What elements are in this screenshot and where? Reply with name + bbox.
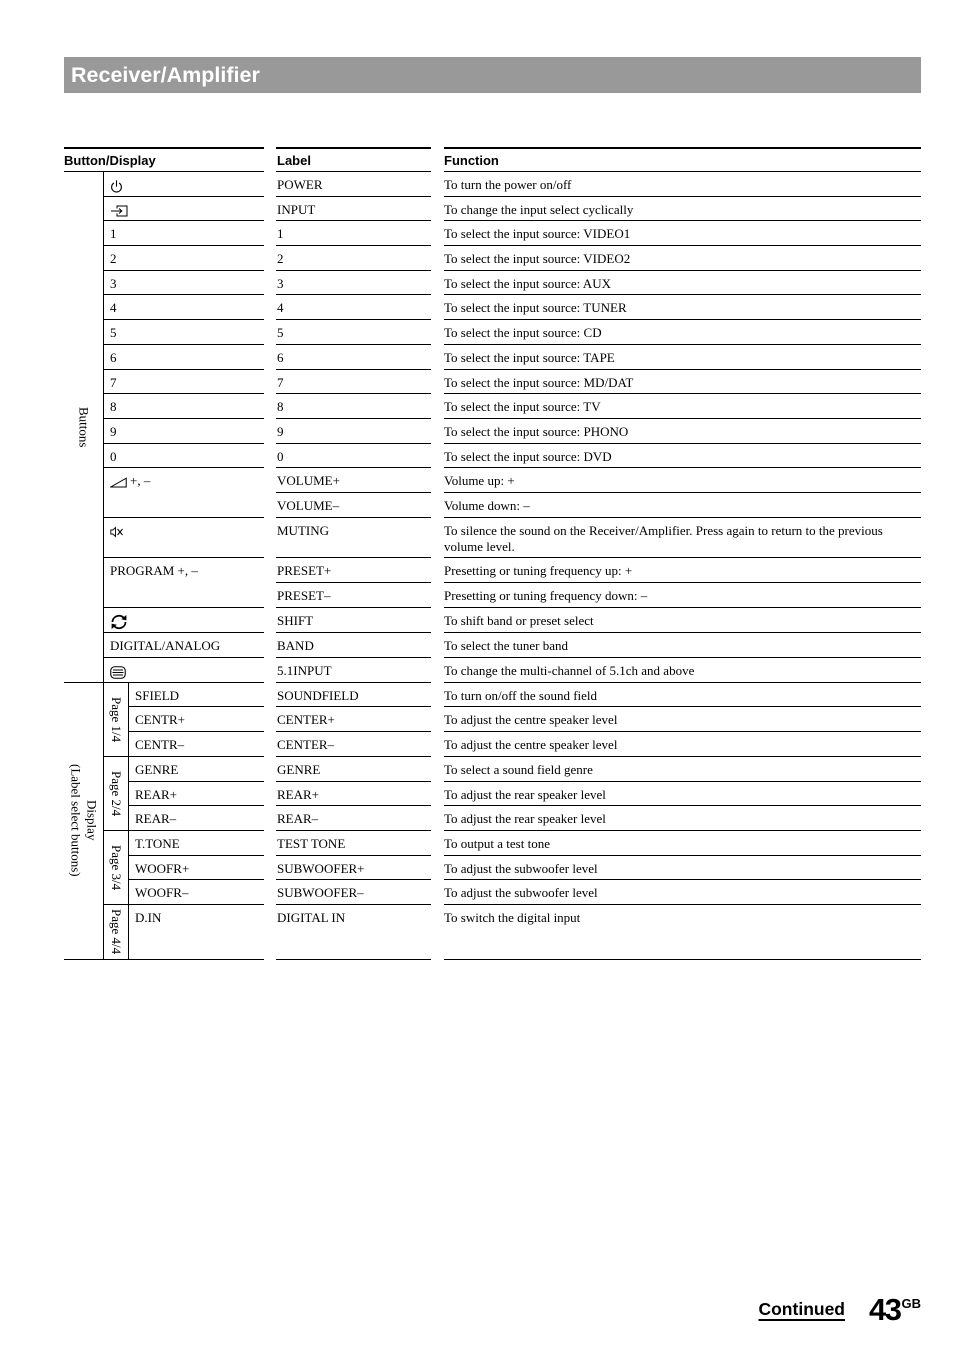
label-cell: 2 (276, 246, 431, 271)
continued-label: Continued (758, 1299, 845, 1319)
page-label-text: Page 3/4 (109, 844, 124, 890)
label-cell: VOLUME+ (276, 468, 431, 493)
button-cell (103, 221, 264, 246)
function-cell: To select the input source: TAPE (444, 345, 921, 370)
label-cell: SUBWOOFER+ (276, 856, 431, 881)
function-cell: To select the input source: TUNER (444, 295, 921, 320)
button-text: 9 (110, 423, 117, 439)
display-text-cell: D.IN (128, 905, 264, 960)
title-bar (64, 57, 921, 93)
power-icon (110, 180, 123, 193)
display-text-cell: REAR+ (128, 782, 264, 807)
label-cell: 5.1INPUT (276, 658, 431, 683)
column-header-button-display: Button/Display (64, 147, 264, 172)
function-cell: To select the input source: AUX (444, 271, 921, 296)
button-text: 3 (110, 275, 117, 291)
group-label-display (64, 683, 103, 960)
function-cell: To adjust the subwoofer level (444, 856, 921, 881)
input-select-icon (110, 205, 128, 217)
function-cell: To turn the power on/off (444, 172, 921, 197)
button-cell (103, 271, 264, 296)
function-cell: To turn on/off the sound field (444, 683, 921, 708)
label-cell: 5 (276, 320, 431, 345)
button-cell (103, 658, 264, 683)
function-cell: To select the input source: TV (444, 394, 921, 419)
button-cell (103, 320, 264, 345)
muting-icon (110, 526, 124, 538)
label-cell: SUBWOOFER– (276, 880, 431, 905)
display-text-cell: GENRE (128, 757, 264, 782)
button-text: PROGRAM +, – (110, 563, 198, 579)
display-text-cell: SFIELD (128, 683, 264, 708)
display-text-cell: WOOFR+ (128, 856, 264, 881)
function-cell: Volume up: + (444, 468, 921, 493)
display-text-cell: CENTR– (128, 732, 264, 757)
function-cell: Presetting or tuning frequency up: + (444, 558, 921, 583)
function-cell: To adjust the rear speaker level (444, 806, 921, 831)
function-cell: To select a sound field genre (444, 757, 921, 782)
page-label-text: Page 2/4 (109, 770, 124, 816)
label-cell: 8 (276, 394, 431, 419)
label-cell: 7 (276, 370, 431, 395)
button-cell (103, 197, 264, 222)
button-text: 0 (110, 448, 117, 464)
function-cell: To silence the sound on the Receiver/Amplifier. Press again to return to the previous volume level. (444, 518, 921, 559)
button-text: 7 (110, 374, 117, 390)
volume-icon (110, 477, 127, 488)
display-text-cell: WOOFR– (128, 880, 264, 905)
function-cell: To output a test tone (444, 831, 921, 856)
button-text: +, – (130, 473, 151, 489)
button-cell (103, 246, 264, 271)
button-text: 5 (110, 325, 117, 341)
page-label-text: Page 1/4 (109, 696, 124, 742)
label-cell: 1 (276, 221, 431, 246)
page-label (103, 905, 128, 960)
button-text: 1 (110, 226, 117, 242)
button-text: 6 (110, 349, 117, 365)
button-cell (103, 558, 264, 607)
label-cell: PRESET– (276, 583, 431, 608)
button-cell (103, 394, 264, 419)
label-cell: DIGITAL IN (276, 905, 431, 960)
label-cell: POWER (276, 172, 431, 197)
label-cell: CENTER+ (276, 707, 431, 732)
function-cell: To adjust the centre speaker level (444, 707, 921, 732)
label-cell: CENTER– (276, 732, 431, 757)
group-label-display-note: (Label select buttons) (68, 764, 84, 878)
button-text: DIGITAL/ANALOG (110, 638, 221, 654)
label-cell: PRESET+ (276, 558, 431, 583)
button-cell (103, 518, 264, 559)
function-cell: To select the input source: MD/DAT (444, 370, 921, 395)
function-cell: To adjust the rear speaker level (444, 782, 921, 807)
column-header-function: Function (444, 147, 921, 172)
label-cell: TEST TONE (276, 831, 431, 856)
function-cell: To select the input source: DVD (444, 444, 921, 469)
button-cell (103, 370, 264, 395)
function-cell: Volume down: – (444, 493, 921, 518)
function-cell: To adjust the subwoofer level (444, 880, 921, 905)
page-number-suffix: GB (901, 1296, 921, 1311)
page-label-text: Page 4/4 (109, 909, 124, 955)
page-label (103, 683, 128, 757)
function-cell: To select the input source: CD (444, 320, 921, 345)
group-label-display-title: Display (84, 800, 100, 841)
label-cell: GENRE (276, 757, 431, 782)
function-table (64, 147, 921, 960)
label-cell: 6 (276, 345, 431, 370)
function-cell: To select the input source: VIDEO2 (444, 246, 921, 271)
label-cell: SHIFT (276, 608, 431, 634)
label-cell: BAND (276, 633, 431, 658)
button-cell (103, 295, 264, 320)
button-cell (103, 444, 264, 469)
button-text: 8 (110, 399, 117, 415)
button-text: 2 (110, 251, 117, 267)
button-cell (103, 345, 264, 370)
label-cell: REAR– (276, 806, 431, 831)
button-cell (103, 172, 264, 197)
multichannel-input-icon (110, 666, 126, 679)
display-text-cell: T.TONE (128, 831, 264, 856)
page-label (103, 757, 128, 831)
button-cell (103, 468, 264, 517)
label-cell: 4 (276, 295, 431, 320)
group-label-buttons-text: Buttons (76, 406, 92, 448)
display-text-cell: REAR– (128, 806, 264, 831)
label-cell: VOLUME– (276, 493, 431, 518)
page-number (869, 1293, 921, 1327)
label-cell: 9 (276, 419, 431, 444)
function-cell: To shift band or preset select (444, 608, 921, 634)
function-cell: To change the multi-channel of 5.1ch and above (444, 658, 921, 683)
label-cell: SOUNDFIELD (276, 683, 431, 708)
function-cell: To change the input select cyclically (444, 197, 921, 222)
label-cell: INPUT (276, 197, 431, 222)
button-cell (103, 633, 264, 658)
function-cell: To switch the digital input (444, 905, 921, 960)
display-text-cell: CENTR+ (128, 707, 264, 732)
function-cell: To select the input source: PHONO (444, 419, 921, 444)
button-text: 4 (110, 300, 117, 316)
label-cell: REAR+ (276, 782, 431, 807)
page-label (103, 831, 128, 905)
function-cell: To select the input source: VIDEO1 (444, 221, 921, 246)
button-cell (103, 608, 264, 634)
group-label-buttons (64, 172, 103, 683)
label-cell: MUTING (276, 518, 431, 559)
column-header-label: Label (276, 147, 431, 172)
shift-icon (110, 614, 128, 630)
label-cell: 0 (276, 444, 431, 469)
label-cell: 3 (276, 271, 431, 296)
function-cell: To select the tuner band (444, 633, 921, 658)
group-label-display-text (68, 764, 100, 877)
button-cell (103, 419, 264, 444)
function-cell: To adjust the centre speaker level (444, 732, 921, 757)
page-title: Receiver/Amplifier (71, 63, 260, 87)
page-number-value: 43 (869, 1292, 901, 1327)
function-cell: Presetting or tuning frequency down: – (444, 583, 921, 608)
